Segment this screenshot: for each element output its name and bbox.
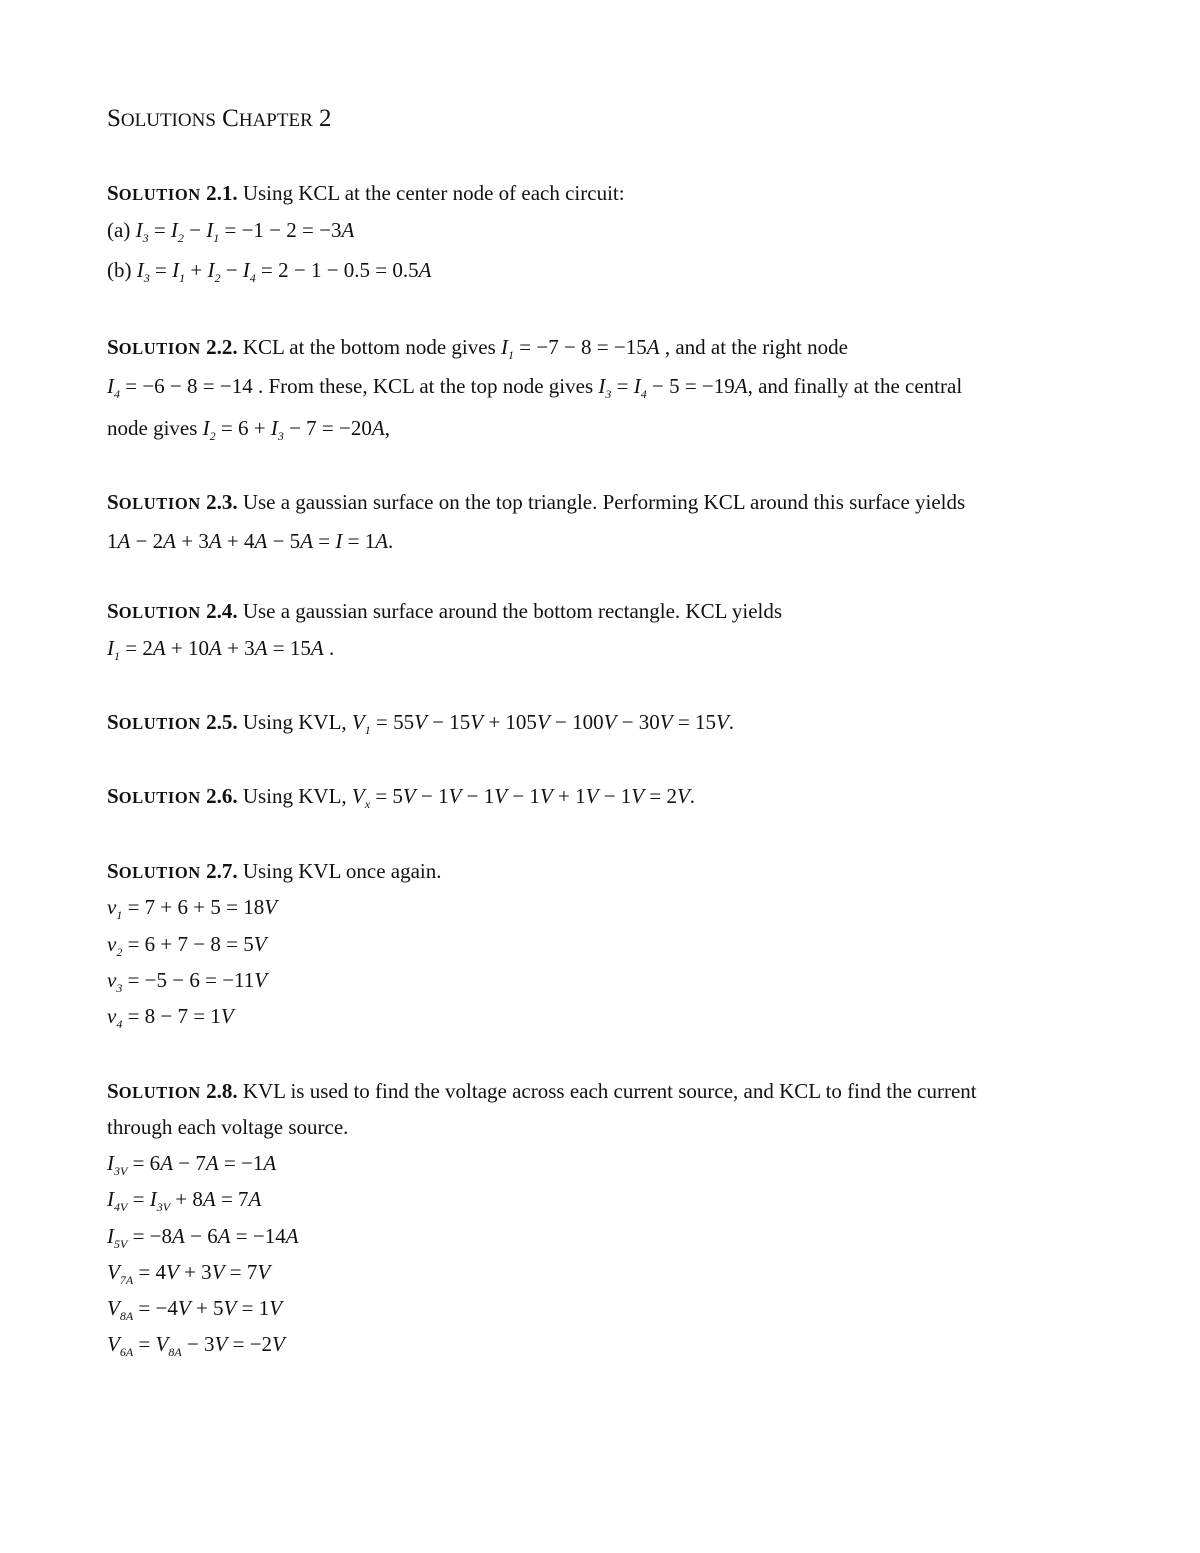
equation-i3v: $I_{3V} = 6A - 7A = -1A$	[107, 1151, 277, 1178]
equation-v1: $v_1 = 7 + 6 + 5 = 18V$	[107, 895, 278, 922]
solution-2-6-line: SOLUTION 2.6. Using KVL, $V_x = 5V - 1V - 1V - 1V + 1V - 1V = 2V$.	[107, 784, 696, 811]
equation-2-1-b: (b) $I_3 = I_1 + I_2 - I_4 = 2 - 1 - 0.5 = 0.5A$	[107, 258, 432, 285]
equation-2-1-a: (a) $I_3 = I_2 - I_1 = -1 - 2 = -3A$	[107, 218, 355, 245]
solution-heading: SOLUTION 2.3.	[107, 490, 238, 514]
solution-2-4-equation: $I_1 = 2A + 10A + 3A = 15A$ .	[107, 636, 335, 663]
equation-v2: $v_2 = 6 + 7 - 8 = 5V$	[107, 932, 267, 959]
solution-2-2-line-1: SOLUTION 2.2. KCL at the bottom node gives $I_1 = -7 - 8 = -15A$ , and at the right node	[107, 335, 848, 362]
solution-heading: SOLUTION 2.2.	[107, 335, 238, 359]
solution-2-8-line-1: SOLUTION 2.8. KVL is used to find the voltage across each current source, and KCL to find the current	[107, 1079, 977, 1103]
solution-2-2-line-2: $I_4 = -6 - 8 = -14$ . From these, KCL at the top node gives $I_3 = I_4 - 5 = -19A$, and finally at the central	[107, 374, 963, 401]
solution-2-3-equation: 1A − 2A + 3A + 4A − 5A = I = 1A.	[107, 529, 394, 553]
equation-v4: $v_4 = 8 - 7 = 1V$	[107, 1004, 234, 1031]
equation-v7a: $V_{7A} = 4V + 3V = 7V$	[107, 1260, 271, 1287]
solution-2-3-line-1: SOLUTION 2.3. Use a gaussian surface on the top triangle. Performing KCL around this surface yields	[107, 490, 966, 514]
solution-2-5-line: SOLUTION 2.5. Using KVL, $V_1 = 55V - 15V + 105V - 100V - 30V = 15V$.	[107, 710, 735, 737]
equation-i5v: $I_{5V} = -8A - 6A = -14A$	[107, 1224, 299, 1251]
equation-v8a: $V_{8A} = -4V + 5V = 1V$	[107, 1296, 283, 1323]
solution-heading: SOLUTION 2.4.	[107, 599, 238, 623]
solution-heading: SOLUTION 2.1.	[107, 181, 238, 205]
solution-2-4-line-1: SOLUTION 2.4. Use a gaussian surface around the bottom rectangle. KCL yields	[107, 599, 783, 623]
equation-v3: $v_3 = -5 - 6 = -11V$	[107, 968, 268, 995]
solution-heading: SOLUTION 2.6.	[107, 784, 238, 808]
solution-2-8-line-2: through each voltage source.	[107, 1115, 349, 1139]
solution-heading: SOLUTION 2.5.	[107, 710, 238, 734]
chapter-title: SOLUTIONS CHAPTER 2	[107, 105, 332, 132]
equation-i4v: $I_{4V} = I_{3V} + 8A = 7A$	[107, 1187, 262, 1214]
equation-v6a: $V_{6A} = V_{8A} - 3V = -2V$	[107, 1332, 285, 1359]
solution-2-2-line-3: node gives $I_2 = 6 + I_3 - 7 = -20A$,	[107, 416, 390, 443]
solution-2-1-heading-line: SOLUTION 2.1. Using KCL at the center node of each circuit:	[107, 181, 625, 205]
solution-heading: SOLUTION 2.8.	[107, 1079, 238, 1103]
solution-2-7-heading-line: SOLUTION 2.7. Using KVL once again.	[107, 859, 442, 883]
solution-heading: SOLUTION 2.7.	[107, 859, 238, 883]
